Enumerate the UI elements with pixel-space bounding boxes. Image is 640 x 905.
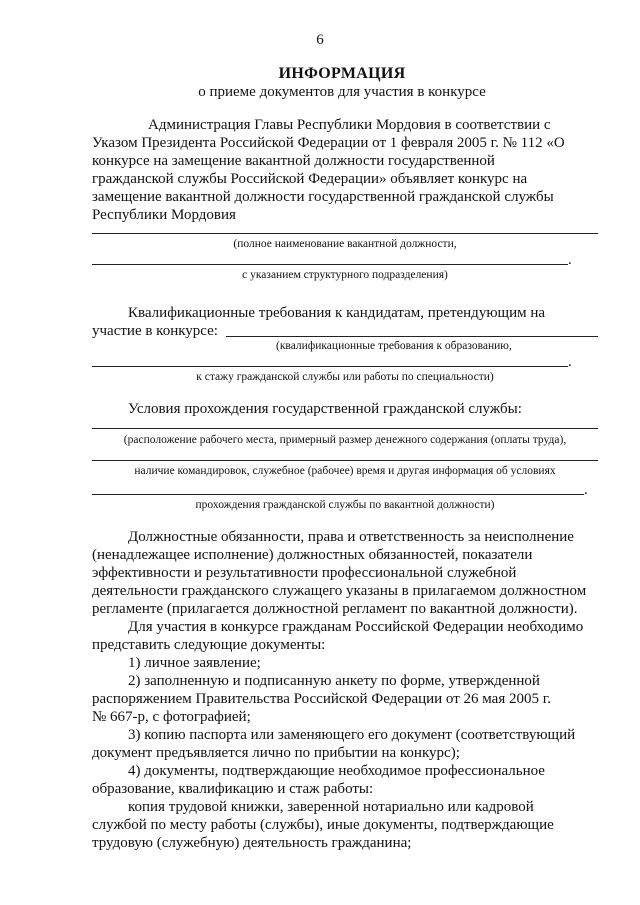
note-trips: наличие командировок, служебное (рабочее) время и другая информация об условиях bbox=[134, 465, 556, 477]
document-item-4-sub-3: трудовую (служебную) деятельность гражданина; bbox=[92, 835, 412, 851]
document-item-3-cont: документ предъявляется лично по прибытии на конкурс); bbox=[92, 745, 460, 761]
intro-line-4: гражданской службы Российской Федерации» объявляет конкурс на bbox=[92, 171, 528, 187]
qualification-blank-line bbox=[226, 336, 598, 337]
unit-blank-period: . bbox=[568, 252, 572, 268]
doc-title: ИНФОРМАЦИЯ bbox=[278, 65, 406, 82]
duties-line-3: эффективности и результативности профессиональной служебной bbox=[92, 565, 517, 581]
note-education: (квалификационные требования к образованию, bbox=[276, 340, 512, 352]
note-position: (полное наименование вакантной должности, bbox=[233, 238, 457, 250]
documents-intro-line-1: Для участия в конкурсе гражданам Российской Федерации необходимо bbox=[128, 619, 584, 635]
intro-line-3: конкурсе на замещение вакантной должности государственной bbox=[92, 153, 495, 169]
conditions-blank-line bbox=[92, 428, 598, 429]
note-service-conditions: прохождения гражданской службы по вакантной должности) bbox=[195, 499, 495, 511]
unit-blank-line bbox=[92, 264, 568, 265]
qualification-line-2: участие в конкурсе: bbox=[92, 323, 218, 339]
doc-subtitle: о приеме документов для участия в конкурсе bbox=[198, 84, 486, 100]
note-workplace: (расположение рабочего места, примерный размер денежного содержания (оплаты труда), bbox=[123, 434, 567, 446]
service-blank-line bbox=[92, 494, 584, 495]
qualification-line-1: Квалификационные требования к кандидатам, претендующим на bbox=[128, 305, 546, 321]
document-item-3: 3) копию паспорта или заменяющего его документ (соответствующий bbox=[128, 727, 576, 743]
intro-line-2: Указом Президента Российской Федерации от 1 февраля 2005 г. № 112 «О bbox=[92, 135, 565, 151]
service-blank-period: . bbox=[584, 482, 588, 498]
trips-blank-line bbox=[92, 460, 598, 461]
experience-blank-period: . bbox=[568, 354, 572, 370]
conditions-line: Условия прохождения государственной гражданской службы: bbox=[128, 401, 522, 417]
duties-line-2: (ненадлежащее исполнение) должностных обязанностей, показатели bbox=[92, 547, 533, 563]
document-item-2-cont-1: распоряжением Правительства Российской Федерации от 26 мая 2005 г. bbox=[92, 691, 551, 707]
position-blank-line bbox=[92, 233, 598, 234]
document-item-2-cont-2: № 667-р, с фотографией; bbox=[92, 709, 251, 725]
note-experience: к стажу гражданской службы или работы по специальности) bbox=[196, 371, 494, 383]
page-number: 6 bbox=[316, 32, 324, 48]
document-item-2: 2) заполненную и подписанную анкету по форме, утвержденной bbox=[128, 673, 540, 689]
document-item-4-cont: образование, квалификацию и стаж работы: bbox=[92, 781, 374, 797]
note-structural-unit: с указанием структурного подразделения) bbox=[242, 269, 448, 281]
duties-line-4: деятельности гражданского служащего указаны в прилагаемом должностном bbox=[92, 583, 587, 599]
intro-line-5: замещение вакантной должности государственной гражданской службы bbox=[92, 189, 554, 205]
duties-line-1: Должностные обязанности, права и ответственность за неисполнение bbox=[128, 529, 574, 545]
intro-line-1: Администрация Главы Республики Мордовия в соответствии с bbox=[148, 117, 551, 133]
document-item-1: 1) личное заявление; bbox=[128, 655, 261, 671]
intro-line-6: Республики Мордовия bbox=[92, 207, 236, 223]
document-item-4: 4) документы, подтверждающие необходимое профессиональное bbox=[128, 763, 545, 779]
experience-blank-line bbox=[92, 366, 568, 367]
duties-line-5: регламенте (прилагается должностной регламент по вакантной должности). bbox=[92, 601, 578, 617]
documents-intro-line-2: представить следующие документы: bbox=[92, 637, 326, 653]
document-item-4-sub-2: службой по месту работы (службы), иные документы, подтверждающие bbox=[92, 817, 554, 833]
document-item-4-sub-1: копия трудовой книжки, заверенной нотариально или кадровой bbox=[128, 799, 534, 815]
